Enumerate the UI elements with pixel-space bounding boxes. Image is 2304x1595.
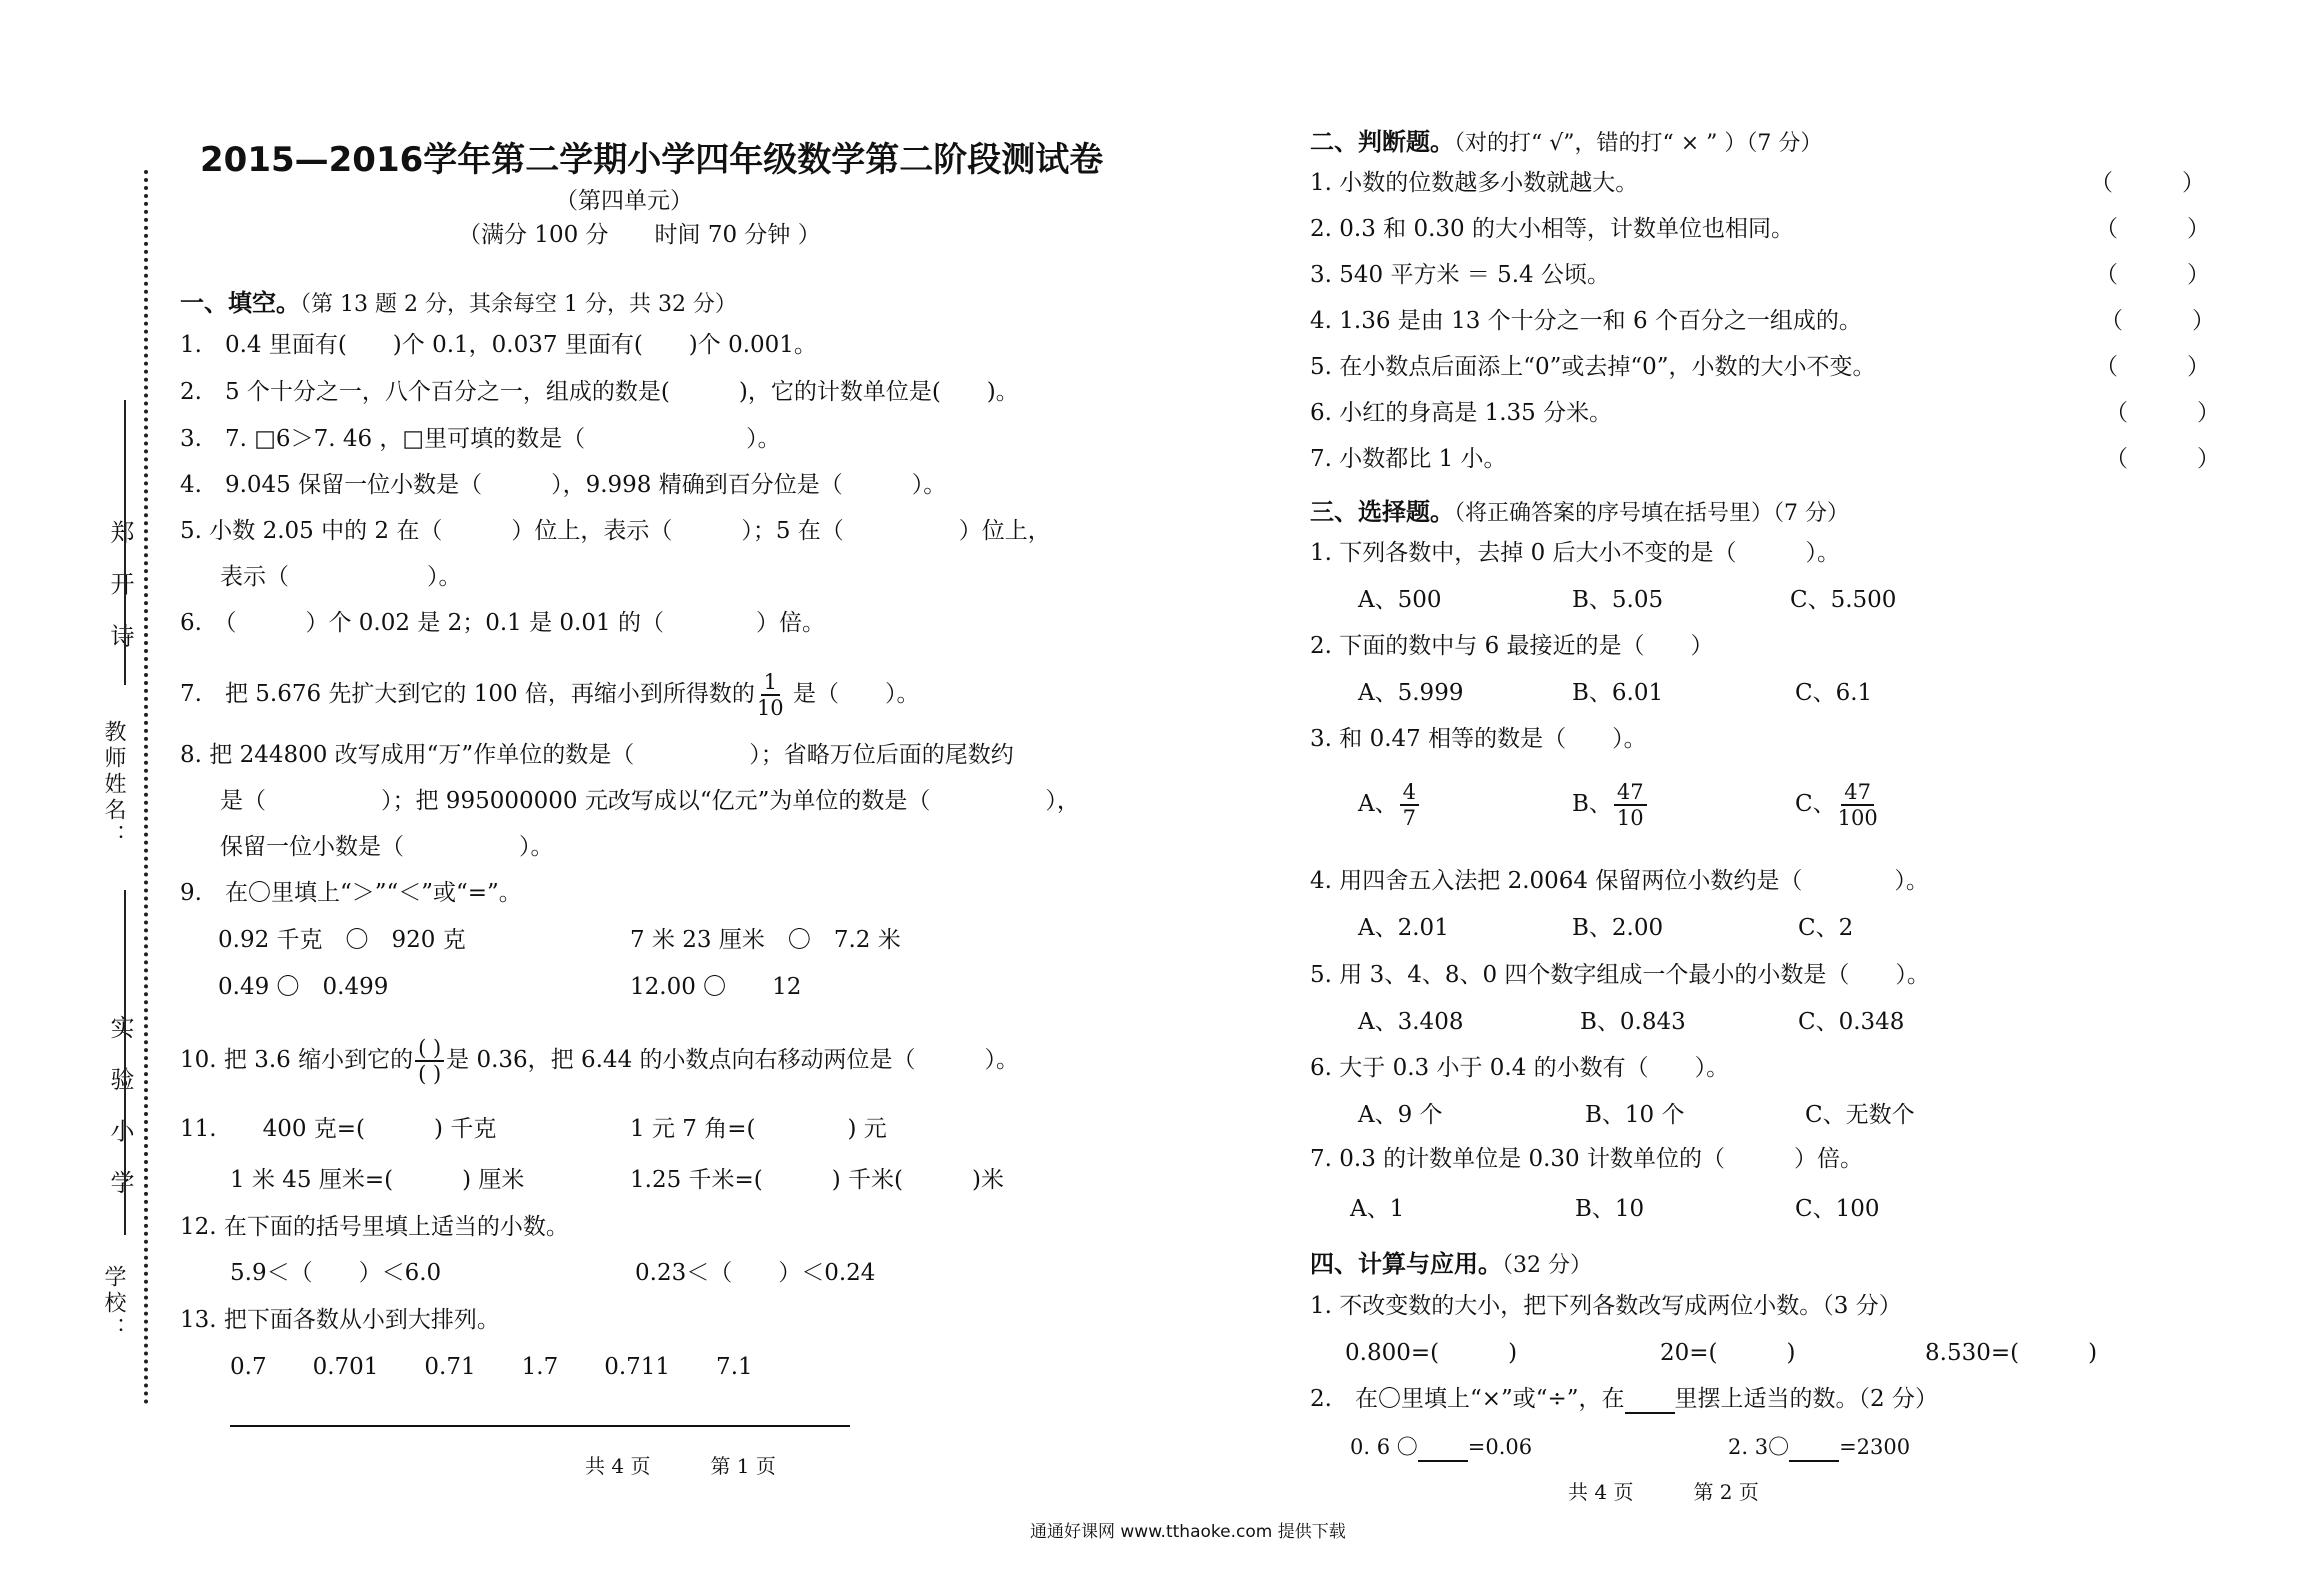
s2-bracket-2: （ ） bbox=[2095, 216, 2210, 242]
s3-q2-opt-b: B、6.01 bbox=[1572, 680, 1664, 706]
section1-heading: 一、填空。（第 13 题 2 分，其余每空 1 分，共 32 分） bbox=[180, 289, 737, 317]
s3-q4-opt-a: A、2.01 bbox=[1358, 915, 1449, 941]
fraction-one-tenth: $\frac{1}{10}$ bbox=[756, 670, 784, 720]
section4-heading: 四、计算与应用。（32 分） bbox=[1310, 1250, 1592, 1278]
s4-q1-item-1: 0.800=( ) bbox=[1345, 1340, 1518, 1366]
s2-item-1: 1. 小数的位数越多小数就越大。 bbox=[1310, 170, 1639, 196]
s1-q11c: 1 米 45 厘米=( ) 厘米 bbox=[230, 1167, 525, 1193]
s3-q5-opt-b: B、0.843 bbox=[1580, 1009, 1686, 1035]
s1-q10: 10. 把 3.6 缩小到它的 $\frac{( )}{( )}$ 是 0.36，把 6.44 的小数点向右移动两位是（ ）。 bbox=[180, 1036, 1020, 1086]
footer-site: 通通好课网 www.tthaoke.com 提供下载 bbox=[1030, 1522, 1346, 1542]
section3-heading: 三、选择题。（将正确答案的序号填在括号里）（7 分） bbox=[1310, 498, 1849, 526]
teacher-name-line bbox=[124, 400, 126, 685]
s2-item-3: 3. 540 平方米 ＝ 5.4 公顷。 bbox=[1310, 262, 1610, 288]
s3-q6-opt-c: C、无数个 bbox=[1805, 1102, 1915, 1128]
s3-q1-opt-b: B、5.05 bbox=[1572, 587, 1664, 613]
s3-q7: 7. 0.3 的计数单位是 0.30 计数单位的（ ）倍。 bbox=[1310, 1146, 1863, 1172]
s2-item-5: 5. 在小数点后面添上“0”或去掉“0”，小数的大小不变。 bbox=[1310, 354, 1876, 380]
footer-left: 共 4 页 第 1 页 bbox=[585, 1454, 776, 1478]
fraction-blank: $\frac{( )}{( )}$ bbox=[415, 1036, 444, 1086]
s3-q5-opt-a: A、3.408 bbox=[1358, 1009, 1464, 1035]
teacher-name-label: 教师姓名： bbox=[101, 720, 126, 850]
binding-dotted-line bbox=[144, 170, 148, 1405]
s2-bracket-5: （ ） bbox=[2095, 354, 2210, 380]
s4-q1: 1. 不改变数的大小，把下列各数改写成两位小数。（3 分） bbox=[1310, 1293, 1902, 1319]
s3-q6-opt-b: B、10 个 bbox=[1585, 1102, 1685, 1128]
teacher-name-value: 郑 开 诗 bbox=[106, 520, 134, 658]
s1-q6: 6. （ ）个 0.02 是 2；0.1 是 0.01 的（ ）倍。 bbox=[180, 610, 825, 636]
s1-q5a: 5. 小数 2.05 中的 2 在（ ）位上，表示（ ）；5 在（ ）位上， bbox=[180, 518, 1051, 544]
s1-q13-numbers: 0.7 0.701 0.71 1.7 0.711 7.1 bbox=[230, 1354, 753, 1380]
s1-q5b: 表示（ ）。 bbox=[220, 564, 462, 590]
s2-bracket-3: （ ） bbox=[2095, 262, 2210, 288]
s3-q7-opt-a: A、1 bbox=[1350, 1196, 1405, 1222]
s2-bracket-1: （ ） bbox=[2090, 170, 2205, 196]
s3-q3: 3. 和 0.47 相等的数是（ ）。 bbox=[1310, 726, 1647, 752]
exam-title: 2015—2016学年第二学期小学四年级数学第二阶段测试卷 bbox=[200, 140, 1104, 180]
s3-q1-opt-a: A、500 bbox=[1358, 587, 1442, 613]
s1-q9b: 7 米 23 厘米 〇 7.2 米 bbox=[630, 927, 901, 953]
s1-q12a: 5.9＜（ ）＜6.0 bbox=[230, 1260, 442, 1286]
s1-q4: 4. 9.045 保留一位小数是（ ），9.998 精确到百分位是（ ）。 bbox=[180, 472, 947, 498]
answer-line bbox=[230, 1425, 850, 1427]
s1-q9d: 12.00 〇 12 bbox=[630, 974, 802, 1000]
s3-q6: 6. 大于 0.3 小于 0.4 的小数有（ ）。 bbox=[1310, 1055, 1730, 1081]
s1-q11d: 1.25 千米=( ) 千米( )米 bbox=[630, 1167, 1004, 1193]
school-line bbox=[124, 890, 126, 1235]
fill-blank bbox=[1418, 1440, 1468, 1462]
s1-q1: 1. 0.4 里面有( )个 0.1，0.037 里面有( )个 0.001。 bbox=[180, 332, 817, 358]
s3-q5: 5. 用 3、4、8、0 四个数字组成一个最小的小数是（ ）。 bbox=[1310, 962, 1930, 988]
s1-q7: 7. 把 5.676 先扩大到它的 100 倍，再缩小到所得数的 $\frac{1}{10}$ 是（ ）。 bbox=[180, 670, 920, 720]
s4-q2b: 2. 3〇 =2300 bbox=[1728, 1432, 1910, 1462]
fraction-47-10: $\frac{47}{10}$ bbox=[1614, 780, 1647, 830]
s3-q6-opt-a: A、9 个 bbox=[1358, 1102, 1443, 1128]
s2-item-4: 4. 1.36 是由 13 个十分之一和 6 个百分之一组成的。 bbox=[1310, 308, 1862, 334]
s2-item-2: 2. 0.3 和 0.30 的大小相等，计数单位也相同。 bbox=[1310, 216, 1794, 242]
s1-q9: 9. 在〇里填上“＞”“＜”或“=”。 bbox=[180, 880, 522, 906]
school-label: 学校： bbox=[101, 1265, 126, 1343]
s1-q3: 3. 7. □6＞7. 46 ，□里可填的数是（ ）。 bbox=[180, 426, 781, 452]
s4-q2: 2. 在〇里填上“×”或“÷”，在 里摆上适当的数。（2 分） bbox=[1310, 1386, 1938, 1412]
s1-q8a: 8. 把 244800 改写成用“万”作单位的数是（ ）；省略万位后面的尾数约 bbox=[180, 742, 1014, 768]
s3-q4-opt-c: C、2 bbox=[1798, 915, 1854, 941]
footer-right: 共 4 页 第 2 页 bbox=[1568, 1480, 1759, 1504]
s1-q11: 11. 400 克=( ) 千克 bbox=[180, 1116, 497, 1142]
section2-heading: 二、判断题。（对的打“ √”，错的打“ × ” ）（7 分） bbox=[1310, 128, 1823, 156]
s1-q9c: 0.49 〇 0.499 bbox=[218, 974, 389, 1000]
s3-q2: 2. 下面的数中与 6 最接近的是（ ） bbox=[1310, 633, 1714, 659]
s3-q7-opt-c: C、100 bbox=[1795, 1196, 1880, 1222]
s2-item-6: 6. 小红的身高是 1.35 分米。 bbox=[1310, 400, 1613, 426]
s2-bracket-7: （ ） bbox=[2105, 446, 2220, 472]
unit-subtitle: （第四单元） bbox=[555, 188, 693, 214]
s1-q12b: 0.23＜（ ）＜0.24 bbox=[635, 1260, 876, 1286]
score-time: （满分 100 分 时间 70 分钟 ） bbox=[458, 222, 821, 248]
s1-q12: 12. 在下面的括号里填上适当的小数。 bbox=[180, 1214, 569, 1240]
s2-item-7: 7. 小数都比 1 小。 bbox=[1310, 446, 1507, 472]
s3-q1-opt-c: C、5.500 bbox=[1790, 587, 1897, 613]
s3-q4-opt-b: B、2.00 bbox=[1572, 915, 1664, 941]
s1-q2: 2. 5 个十分之一，八个百分之一，组成的数是( )，它的计数单位是( )。 bbox=[180, 379, 1019, 405]
fraction-47-100: $\frac{47}{100}$ bbox=[1837, 780, 1878, 830]
s1-q11b: 1 元 7 角=( ) 元 bbox=[630, 1116, 887, 1142]
s1-q13: 13. 把下面各数从小到大排列。 bbox=[180, 1307, 500, 1333]
s3-q2-opt-c: C、6.1 bbox=[1795, 680, 1873, 706]
s2-bracket-6: （ ） bbox=[2105, 400, 2220, 426]
s3-q2-opt-a: A、5.999 bbox=[1358, 680, 1464, 706]
s1-q9a: 0.92 千克 〇 920 克 bbox=[218, 927, 466, 953]
s4-q1-item-3: 8.530=( ) bbox=[1925, 1340, 2098, 1366]
s3-q1: 1. 下列各数中，去掉 0 后大小不变的是（ ）。 bbox=[1310, 540, 1841, 566]
s4-q2a: 0. 6 〇 =0.06 bbox=[1350, 1432, 1532, 1462]
s3-q3-opt-c: C、 $\frac{47}{100}$ bbox=[1795, 780, 1878, 830]
s3-q4: 4. 用四舍五入法把 2.0064 保留两位小数约是（ ）。 bbox=[1310, 868, 1929, 894]
s3-q3-opt-a: A、 $\frac{4}{7}$ bbox=[1358, 780, 1421, 830]
s1-q8b: 是（ ）；把 995000000 元改写成以“亿元”为单位的数是（ ）， bbox=[220, 788, 1080, 814]
school-value: 实 验 小 学 bbox=[106, 1015, 134, 1204]
s3-q3-opt-b: B、 $\frac{47}{10}$ bbox=[1572, 780, 1649, 830]
s3-q5-opt-c: C、0.348 bbox=[1798, 1009, 1905, 1035]
s2-bracket-4: （ ） bbox=[2100, 308, 2215, 334]
s4-q1-item-2: 20=( ) bbox=[1660, 1340, 1796, 1366]
fill-blank bbox=[1625, 1392, 1675, 1414]
fill-blank bbox=[1789, 1440, 1839, 1462]
fraction-4-7: $\frac{4}{7}$ bbox=[1400, 780, 1419, 830]
s3-q7-opt-b: B、10 bbox=[1575, 1196, 1645, 1222]
s1-q8c: 保留一位小数是（ ）。 bbox=[220, 834, 554, 860]
